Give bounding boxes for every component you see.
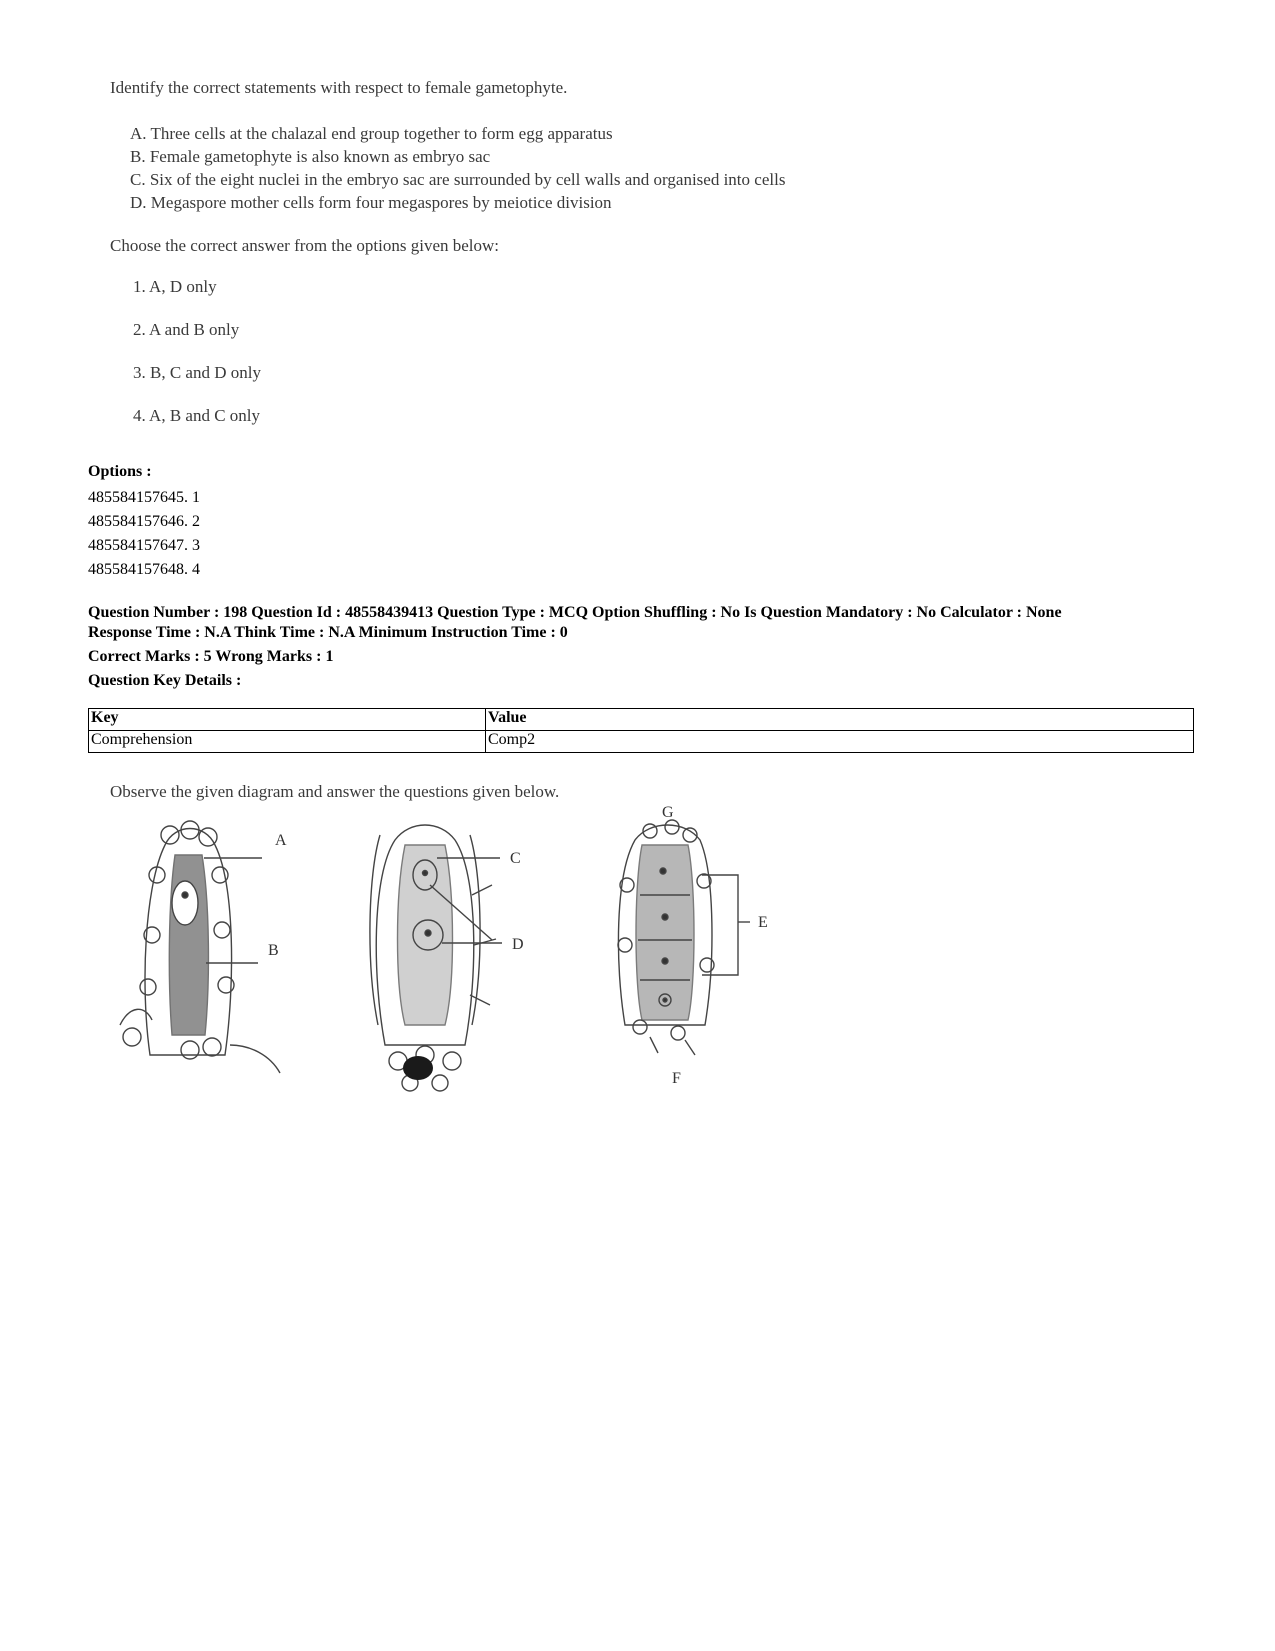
figure-3 — [618, 820, 750, 1055]
options-list — [88, 486, 200, 582]
option-item: 485584157648. 4 — [88, 561, 200, 578]
question-stem: Identify the correct statements with respect to female gametophyte. — [110, 78, 568, 97]
statement-d: D. Megaspore mother cells form four megaspores by meiotice division — [130, 193, 612, 212]
statement-c: C. Six of the eight nuclei in the embryo sac are surrounded by cell walls and organised into cells — [130, 170, 786, 189]
option-item: 485584157646. 2 — [88, 513, 200, 530]
answer-choice-4: 4. A, B and C only — [133, 406, 261, 425]
figure-1 — [120, 821, 280, 1073]
question-meta-line1: Question Number : 198 Question Id : 48558439413 Question Type : MCQ Option Shuffling : No Is Question Mandatory : No Calculator : None — [88, 604, 1062, 621]
diagram-label-e: E — [758, 914, 768, 931]
answer-choice-2: 2. A and B only — [133, 320, 240, 339]
diagram-label-c: C — [510, 850, 521, 867]
marks-line: Correct Marks : 5 Wrong Marks : 1 — [88, 648, 334, 665]
table-header-key: Key — [89, 709, 486, 731]
option-item: 485584157647. 3 — [88, 537, 200, 554]
diagram-label-f: F — [672, 1070, 681, 1087]
table-header-value: Value — [486, 709, 1194, 731]
ink-blot — [403, 1056, 433, 1080]
embryo-sac-diagram — [110, 804, 810, 1115]
comprehension-instruction: Observe the given diagram and answer the questions given below. — [110, 782, 560, 801]
table-row — [89, 731, 1194, 753]
answer-choice-1: 1. A, D only — [133, 277, 217, 296]
key-details-table — [88, 708, 1194, 753]
table-cell-key: Comprehension — [89, 731, 486, 753]
option-item: 485584157645. 1 — [88, 489, 200, 506]
choose-instruction: Choose the correct answer from the options given below: — [110, 236, 500, 255]
figure-2 — [370, 825, 502, 1091]
diagram-label-g: G — [662, 804, 674, 821]
diagram-label-d: D — [512, 936, 524, 953]
statement-list — [130, 122, 785, 214]
statement-b: B. Female gametophyte is also known as embryo sac — [130, 147, 491, 166]
question-meta-line2: Response Time : N.A Think Time : N.A Minimum Instruction Time : 0 — [88, 624, 568, 641]
table-cell-value: Comp2 — [486, 731, 1194, 753]
diagram-label-a: A — [275, 832, 287, 849]
key-details-title: Question Key Details : — [88, 672, 242, 689]
options-title: Options : — [88, 463, 152, 480]
diagram-label-b: B — [268, 942, 279, 959]
answer-choice-3: 3. B, C and D only — [133, 363, 261, 382]
table-header-row — [89, 709, 1194, 731]
statement-a: A. Three cells at the chalazal end group together to form egg apparatus — [130, 124, 613, 143]
